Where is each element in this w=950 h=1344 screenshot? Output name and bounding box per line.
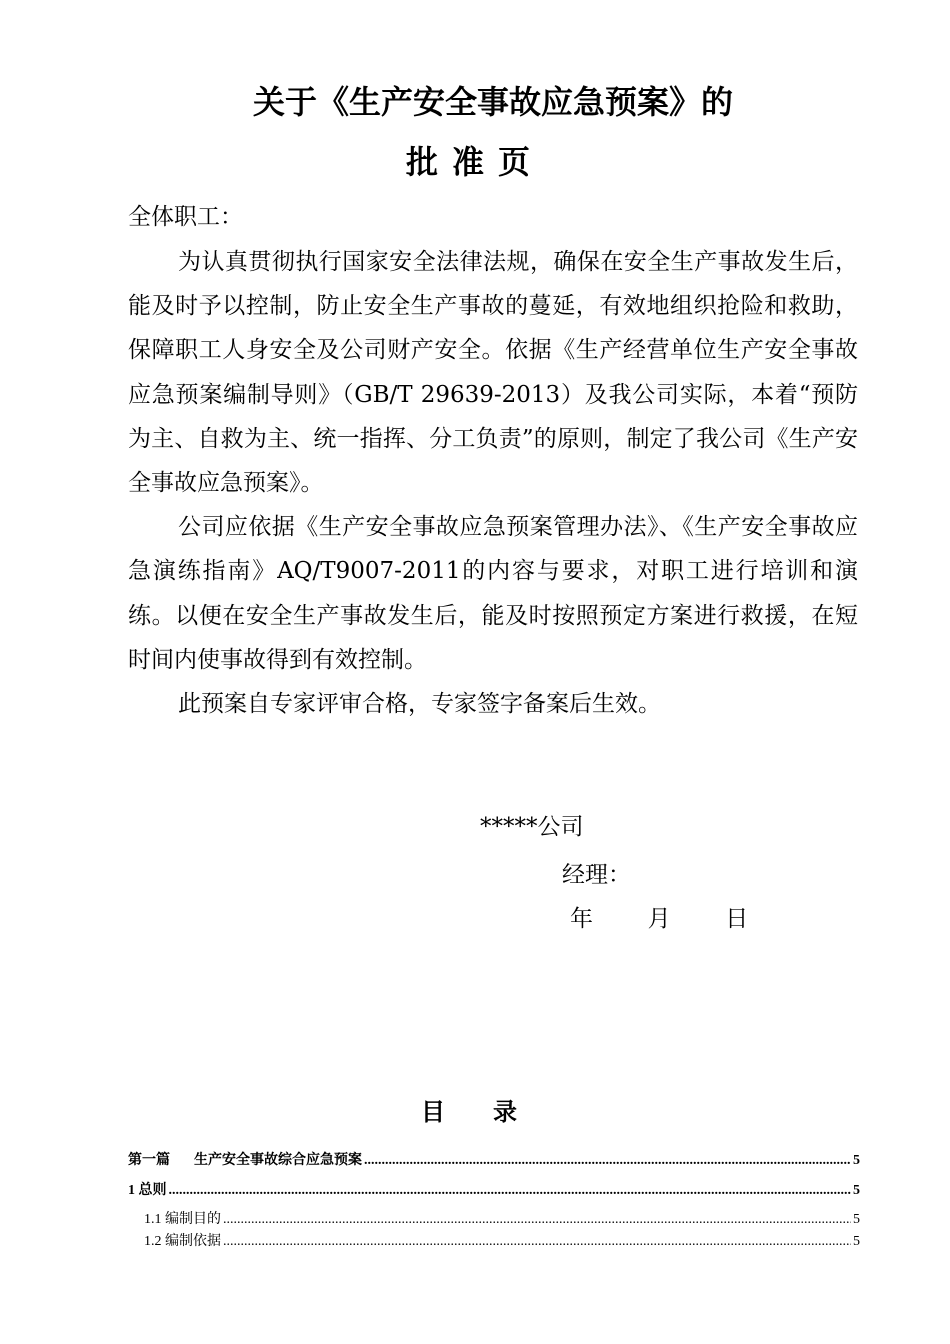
toc-entry-page: 5: [853, 1234, 860, 1249]
approval-body: [128, 240, 858, 726]
signature-date: [570, 904, 748, 934]
toc-entry-page: 5: [853, 1183, 860, 1198]
toc-leader-dots: [169, 1182, 852, 1200]
toc-entry-part-1[interactable]: [128, 1148, 860, 1178]
body-paragraph-2: 公司应依据《生产安全事故应急预案管理办法》、《生产安全事故应急演练指南》AQ/T9007-2011的内容与要求，对职工进行培训和演练。以便在安全生产事故发生后，能及时按照预定方案进行救援，在短时间内使事故得到有效控制。: [128, 514, 858, 673]
toc-entry-basis[interactable]: [128, 1234, 860, 1254]
date-year-label: 年: [570, 906, 593, 932]
toc-entry-purpose[interactable]: [128, 1208, 860, 1234]
toc-entry-page: 5: [853, 1153, 860, 1168]
toc-entry-text: 1 总则: [128, 1183, 167, 1198]
toc-leader-dots: [223, 1234, 851, 1250]
toc-entry-page: 5: [853, 1212, 860, 1227]
toc-leader-dots: [223, 1212, 851, 1228]
approval-title-line1: 关于《生产安全事故应急预案》的: [252, 83, 733, 121]
toc-leader-dots: [364, 1152, 851, 1170]
toc-entry-prefix: 第一篇: [128, 1153, 170, 1168]
salutation: 全体职工：: [128, 204, 243, 230]
signature-company: *****公司: [480, 814, 584, 840]
body-paragraph-3: 此预案自专家评审合格，专家签字备案后生效。: [178, 691, 661, 718]
date-month-label: 月: [647, 906, 671, 932]
signature-manager-label: 经理：: [562, 862, 631, 888]
table-of-contents: [128, 1148, 860, 1254]
date-day-label: 日: [725, 906, 749, 932]
toc-title: 目录: [421, 1097, 565, 1126]
body-paragraph-1: 为认真贯彻执行国家安全法律法规，确保在安全生产事故发生后，能及时予以控制，防止安全生产事故的蔓延，有效地组织抢险和救助，保障职工人身安全及公司财产安全。依据《生产经营单位生产安全事故应急预案编制导则》（GB/T 29639-2013）及我公司实际，本着“预防为主、自救为主、统一指挥、分工负责”的原则，制定了我公司《生产安全事故应急预案》。: [128, 249, 858, 497]
toc-entry-text: 1.2 编制依据: [144, 1234, 221, 1249]
approval-title-line2: 批准页: [405, 143, 544, 181]
toc-entry-general[interactable]: [128, 1178, 860, 1208]
toc-entry-text: 1.1 编制目的: [144, 1212, 221, 1227]
toc-entry-text: 生产安全事故综合应急预案: [194, 1153, 362, 1168]
